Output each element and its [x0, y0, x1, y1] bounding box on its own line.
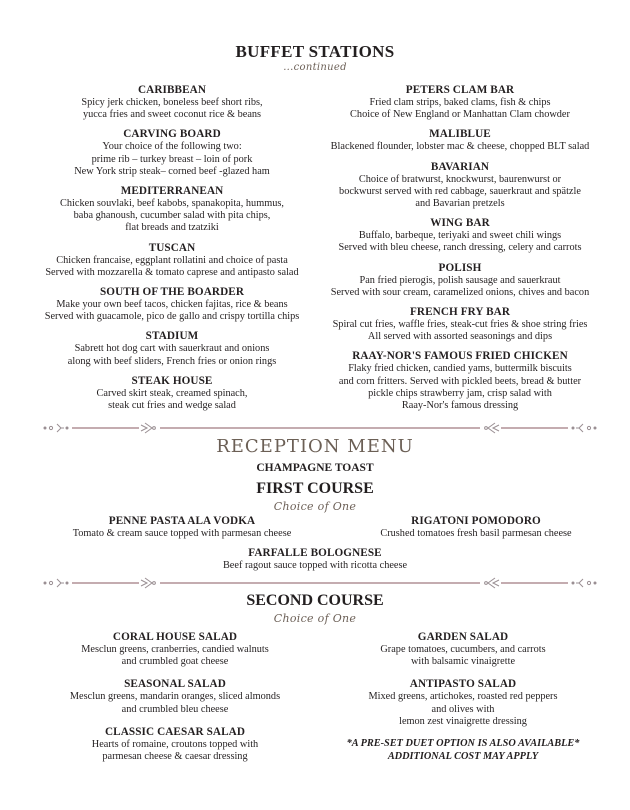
item-name: STEAK HOUSE — [131, 374, 213, 387]
first-course-choice: Choice of One — [273, 500, 357, 513]
menu-item — [326, 515, 626, 540]
page-title: BUFFET STATIONS — [235, 42, 395, 61]
menu-item — [32, 515, 332, 540]
item-name: POLISH — [438, 261, 482, 274]
second-course-right — [313, 631, 613, 763]
item-name: SEASONAL SALAD — [124, 678, 226, 691]
item-desc: Hearts of romaine, croutons topped with parmesan cheese & caesar dressing — [91, 738, 259, 763]
menu-item — [27, 330, 317, 367]
menu-item — [27, 128, 317, 178]
menu-item — [27, 286, 317, 323]
second-course-title: SECOND COURSE — [246, 592, 384, 609]
item-name: MALIBLUE — [429, 128, 491, 141]
item-desc: Mesclun greens, cranberries, candied walnuts and crumbled goat cheese — [81, 644, 269, 668]
item-desc: Spiral cut fries, waffle fries, steak-cut fries & shoe string fries All served with assorted seasonings and dips — [332, 319, 588, 343]
page-subtitle: ...continued — [283, 62, 347, 73]
reception-menu-title: RECEPTION MENU — [216, 436, 414, 457]
item-name: CARVING BOARD — [123, 128, 221, 141]
menu-item — [313, 631, 613, 668]
first-course-right — [326, 515, 626, 547]
menu-item — [27, 185, 317, 235]
menu-item — [310, 262, 610, 299]
item-name: TUSCAN — [148, 241, 196, 254]
item-name: MEDITERRANEAN — [120, 185, 224, 198]
item-name: RAAY-NOR'S FAMOUS FRIED CHICKEN — [352, 350, 568, 363]
item-desc: Carved skirt steak, creamed spinach, steak cut fries and wedge salad — [96, 387, 248, 412]
menu-item — [165, 547, 465, 572]
item-desc: Buffalo, barbeque, teriyaki and sweet chili wings Served with bleu cheese, ranch dressing, celery and carrots — [338, 230, 582, 254]
menu-item — [313, 678, 613, 728]
ornamental-divider — [42, 422, 598, 434]
item-desc: Mesclun greens, mandarin oranges, sliced almonds and crumbled bleu cheese — [69, 691, 281, 715]
ornamental-divider — [42, 577, 598, 589]
menu-item — [27, 242, 317, 279]
item-name: RIGATONI POMODORO — [411, 515, 541, 527]
item-desc: Choice of bratwurst, knockwurst, baurenwurst or bockwurst served with red cabbage, sauerkraut and spätzle and Bavarian pretzels — [339, 173, 581, 210]
item-name: CARIBBEAN — [137, 84, 207, 96]
menu-item — [27, 375, 317, 412]
item-desc: Grape tomatoes, cucumbers, and carrots with balsamic vinaigrette — [380, 644, 546, 668]
menu-item — [310, 128, 610, 153]
item-name: BAVARIAN — [430, 160, 490, 173]
item-desc: Flaky fried chicken, candied yams, buttermilk biscuits and corn fritters. Served with pickled beets, bread & butter pickle chips strawberry jam, crisp salad with Raay-Nor's famous dressing — [338, 363, 582, 412]
first-course-title: FIRST COURSE — [256, 480, 374, 497]
buffet-left-column — [27, 84, 317, 419]
item-name: CORAL HOUSE SALAD — [112, 631, 238, 643]
item-desc: Spicy jerk chicken, boneless beef short ribs, yucca fries and sweet coconut rice & beans — [81, 97, 263, 121]
item-name: GARDEN SALAD — [417, 631, 509, 643]
item-desc: Fried clam strips, baked clams, fish & chips Choice of New England or Manhattan Clam chowder — [350, 97, 570, 121]
item-name: PETERS CLAM BAR — [405, 84, 515, 96]
item-desc: Pan fried pierogis, polish sausage and sauerkraut Served with sour cream, caramelized onions, chives and bacon — [330, 274, 590, 298]
menu-item — [30, 726, 320, 763]
item-desc: Your choice of the following two: prime rib – turkey breast – loin of pork New York strip steak– corned beef -glazed ham — [74, 141, 270, 177]
item-name: FRENCH FRY BAR — [409, 306, 511, 319]
item-desc: Beef ragout sauce topped with ricotta cheese — [222, 560, 408, 571]
item-desc: Blackened flounder, lobster mac & cheese, chopped BLT salad — [330, 141, 590, 153]
menu-item — [27, 84, 317, 121]
first-course-left — [32, 515, 332, 547]
menu-item — [30, 678, 320, 715]
first-course-center — [165, 547, 465, 579]
menu-item — [310, 84, 610, 121]
item-desc: Chicken francaise, eggplant rollatini and choice of pasta Served with mozzarella & tomato caprese and antipasto salad — [45, 254, 299, 278]
duet-option-note: *A PRE-SET DUET OPTION IS ALSO AVAILABLE* ADDITIONAL COST MAY APPLY — [346, 738, 580, 762]
menu-item — [310, 161, 610, 211]
menu-item — [310, 217, 610, 254]
buffet-right-column — [310, 84, 610, 419]
item-name: CLASSIC CAESAR SALAD — [104, 725, 245, 738]
item-desc: Make your own beef tacos, chicken fajitas, rice & beans Served with guacamole, pico de gallo and crispy tortilla chips — [44, 299, 300, 323]
second-course-left — [30, 631, 320, 770]
second-course-choice: Choice of One — [273, 612, 357, 625]
item-name: WING BAR — [430, 217, 490, 230]
item-name: SOUTH OF THE BOARDER — [99, 286, 245, 299]
item-name: FARFALLE BOLOGNESE — [248, 547, 382, 559]
item-name: STADIUM — [145, 330, 199, 343]
menu-item — [310, 306, 610, 343]
menu-item — [310, 350, 610, 412]
item-desc: Tomato & cream sauce topped with parmesan cheese — [72, 528, 292, 539]
item-name: PENNE PASTA ALA VODKA — [108, 515, 256, 527]
champagne-toast: CHAMPAGNE TOAST — [256, 462, 374, 474]
menu-item — [30, 631, 320, 668]
item-desc: Mixed greens, artichokes, roasted red peppers and olives with lemon zest vinaigrette dressing — [368, 691, 558, 727]
item-desc: Crushed tomatoes fresh basil parmesan cheese — [380, 528, 572, 539]
item-desc: Chicken souvlaki, beef kabobs, spanakopita, hummus, baba ghanoush, cucumber salad with pita chips, flat breads and tzatziki — [60, 198, 284, 234]
item-desc: Sabrett hot dog cart with sauerkraut and onions along with beef sliders, French fries or onion rings — [67, 343, 277, 367]
item-name: ANTIPASTO SALAD — [409, 678, 517, 691]
